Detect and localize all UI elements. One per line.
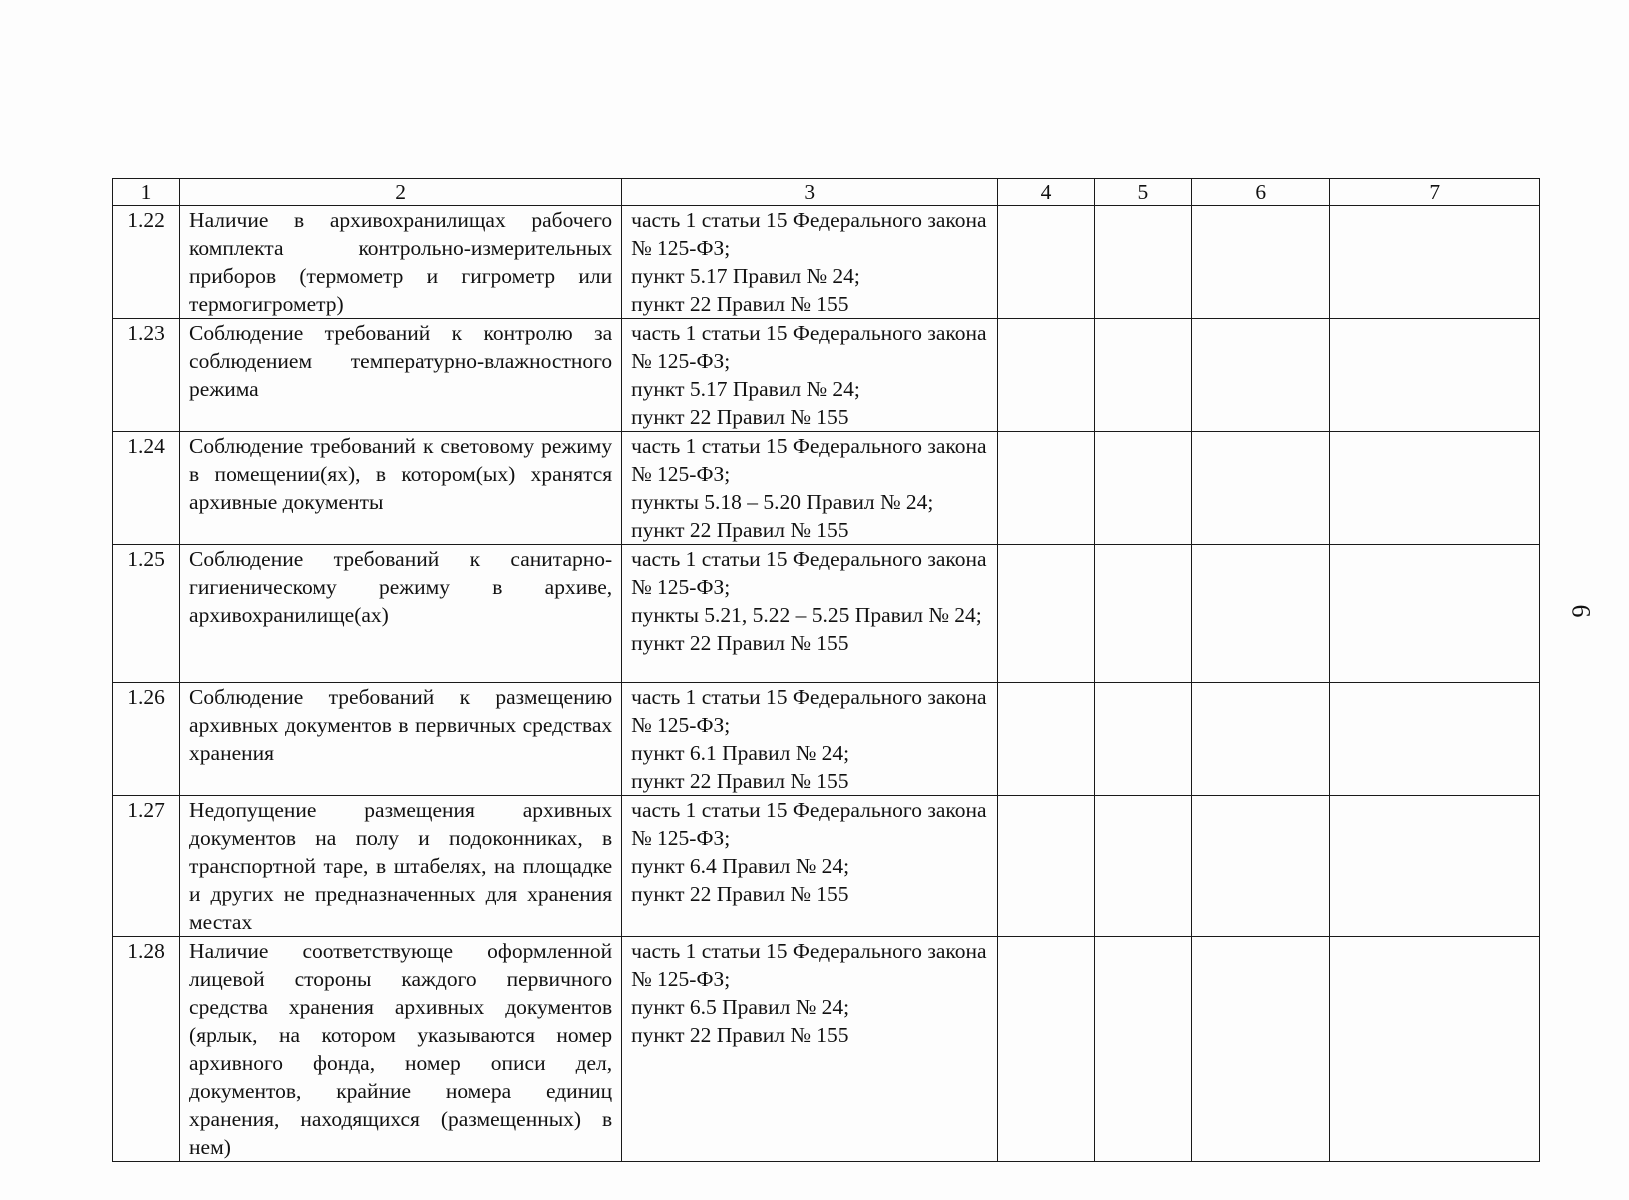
reference-line: пункты 5.21, 5.22 – 5.25 Правил № 24;: [631, 603, 982, 627]
header-cell-2: 2: [180, 179, 622, 206]
reference-line: пункт 22 Правил № 155: [631, 769, 849, 793]
header-cell-1: 1: [113, 179, 180, 206]
empty-cell-6: [1192, 545, 1330, 683]
table-row: [113, 319, 1540, 432]
empty-cell-4: [998, 319, 1094, 432]
reference-line: часть 1 статьи 15 Федерального закона № 125-ФЗ;: [631, 685, 987, 737]
reference-line: часть 1 статьи 15 Федерального закона № 125-ФЗ;: [631, 434, 987, 486]
legal-references: [622, 432, 998, 545]
table-body: [113, 206, 1540, 1162]
reference-line: пункт 22 Правил № 155: [631, 882, 849, 906]
empty-cell-7: [1330, 937, 1540, 1162]
row-number: 1.26: [113, 683, 180, 796]
reference-line: часть 1 статьи 15 Федерального закона № 125-ФЗ;: [631, 798, 987, 850]
table-row: [113, 545, 1540, 683]
empty-cell-6: [1192, 319, 1330, 432]
empty-cell-5: [1094, 937, 1191, 1162]
reference-line: пункт 5.17 Правил № 24;: [631, 377, 860, 401]
header-cell-5: 5: [1094, 179, 1191, 206]
empty-cell-7: [1330, 545, 1540, 683]
header-cell-7: 7: [1330, 179, 1540, 206]
reference-line: пункты 5.18 – 5.20 Правил № 24;: [631, 490, 934, 514]
empty-cell-4: [998, 937, 1094, 1162]
table-row: [113, 432, 1540, 545]
reference-line: пункт 6.4 Правил № 24;: [631, 854, 850, 878]
legal-references: [622, 683, 998, 796]
empty-cell-7: [1330, 206, 1540, 319]
requirement-text: Соблюдение требований к световому режиму в помещении(ях), в котором(ых) хранятся архивные документы: [180, 432, 622, 545]
table-header: [113, 179, 1540, 206]
row-number: 1.25: [113, 545, 180, 683]
requirement-text: Соблюдение требований к контролю за соблюдением температурно-влажностного режима: [180, 319, 622, 432]
reference-line: пункт 5.17 Правил № 24;: [631, 264, 860, 288]
legal-references: [622, 319, 998, 432]
empty-cell-6: [1192, 937, 1330, 1162]
empty-cell-4: [998, 432, 1094, 545]
requirement-text: Соблюдение требований к размещению архивных документов в первичных средствах хранения: [180, 683, 622, 796]
header-cell-6: 6: [1192, 179, 1330, 206]
empty-cell-6: [1192, 206, 1330, 319]
empty-cell-7: [1330, 683, 1540, 796]
empty-cell-5: [1094, 545, 1191, 683]
legal-references: [622, 545, 998, 683]
row-number: 1.27: [113, 796, 180, 937]
empty-cell-5: [1094, 683, 1191, 796]
requirement-text: Наличие соответствующе оформленной лицевой стороны каждого первичного средства хранения архивных документов (ярлык, на котором указываются номер архивного фонда, номер описи дел, документов, крайние номера единиц хранения, находящихся (размещенных) в нем): [180, 937, 622, 1162]
table-row: [113, 683, 1540, 796]
reference-line: пункт 22 Правил № 155: [631, 1023, 849, 1047]
empty-cell-6: [1192, 683, 1330, 796]
requirement-text: Наличие в архивохранилищах рабочего комплекта контрольно-измерительных приборов (термометр и гигрометр или термогигрометр): [180, 206, 622, 319]
empty-cell-5: [1094, 432, 1191, 545]
empty-cell-6: [1192, 796, 1330, 937]
row-number: 1.22: [113, 206, 180, 319]
header-cell-3: 3: [622, 179, 998, 206]
reference-line: пункт 6.5 Правил № 24;: [631, 995, 850, 1019]
row-number: 1.24: [113, 432, 180, 545]
reference-line: пункт 22 Правил № 155: [631, 518, 849, 542]
empty-cell-4: [998, 206, 1094, 319]
table-row: [113, 796, 1540, 937]
requirement-text: Недопущение размещения архивных документов на полу и подоконниках, в транспортной таре, в штабелях, на площадке и других не предназначенных для хранения местах: [180, 796, 622, 937]
reference-line: часть 1 статьи 15 Федерального закона № 125-ФЗ;: [631, 939, 987, 991]
empty-cell-5: [1094, 319, 1191, 432]
table-row: [113, 206, 1540, 319]
checklist-table: [112, 178, 1540, 1162]
page-number: 6: [1566, 604, 1596, 618]
reference-line: часть 1 статьи 15 Федерального закона № 125-ФЗ;: [631, 547, 987, 599]
empty-cell-4: [998, 545, 1094, 683]
reference-line: пункт 22 Правил № 155: [631, 292, 849, 316]
empty-cell-5: [1094, 206, 1191, 319]
legal-references: [622, 206, 998, 319]
empty-cell-7: [1330, 796, 1540, 937]
header-cell-4: 4: [998, 179, 1094, 206]
empty-cell-6: [1192, 432, 1330, 545]
header-row: [113, 179, 1540, 206]
reference-line: часть 1 статьи 15 Федерального закона № 125-ФЗ;: [631, 321, 987, 373]
empty-cell-7: [1330, 319, 1540, 432]
reference-line: часть 1 статьи 15 Федерального закона № 125-ФЗ;: [631, 208, 987, 260]
legal-references: [622, 796, 998, 937]
table-row: [113, 937, 1540, 1162]
empty-cell-4: [998, 683, 1094, 796]
row-number: 1.28: [113, 937, 180, 1162]
empty-cell-4: [998, 796, 1094, 937]
row-number: 1.23: [113, 319, 180, 432]
requirement-text: Соблюдение требований к санитарно-гигиеническому режиму в архиве, архивохранилище(ах): [180, 545, 622, 683]
empty-cell-7: [1330, 432, 1540, 545]
empty-cell-5: [1094, 796, 1191, 937]
reference-line: пункт 6.1 Правил № 24;: [631, 741, 850, 765]
reference-line: пункт 22 Правил № 155: [631, 631, 849, 655]
reference-line: пункт 22 Правил № 155: [631, 405, 849, 429]
legal-references: [622, 937, 998, 1162]
